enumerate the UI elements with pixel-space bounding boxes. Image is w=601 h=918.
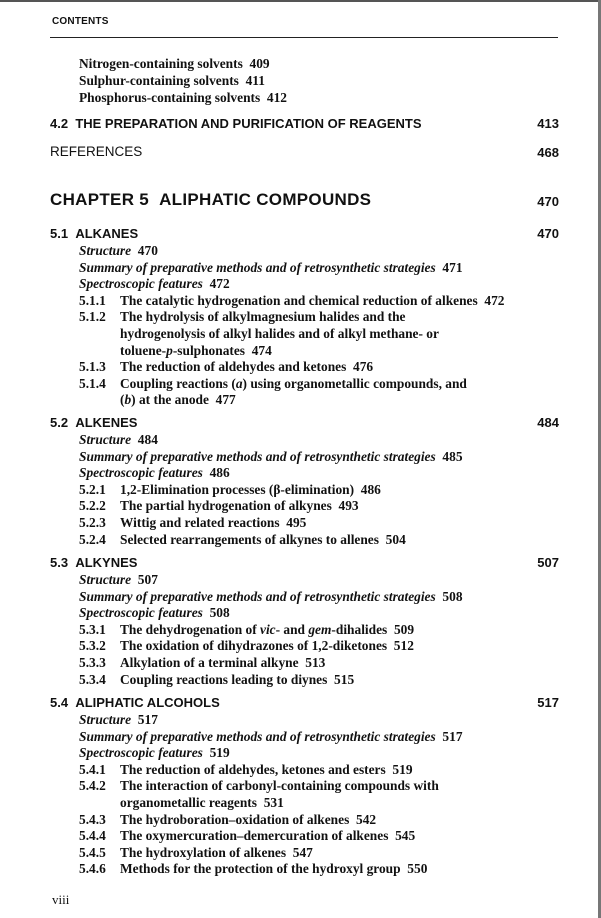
subsection-page: 513	[305, 655, 326, 670]
subsection-title-line[interactable]	[120, 845, 313, 861]
section-title: THE PREPARATION AND PURIFICATION OF REAGENTS	[75, 116, 422, 131]
subsection-text: The catalytic hydrogenation and chemical reduction of alkenes	[120, 292, 478, 308]
entry-label: Summary of preparative methods and of retrosynthetic strategies	[79, 259, 436, 275]
subsection-page: 493	[338, 498, 359, 514]
subsection-title-line[interactable]	[120, 482, 381, 498]
section-page: 413	[537, 116, 559, 131]
subsection-text: (b) at the anode	[120, 392, 209, 408]
subsection-title-line[interactable]	[120, 515, 306, 531]
section-page: 484	[537, 415, 559, 430]
entry-page: 411	[245, 73, 265, 88]
subsection-page: 477	[215, 392, 236, 408]
subsection-number: 5.3.4	[79, 671, 106, 687]
entry-label: Structure	[79, 572, 132, 587]
entry-page: 486	[209, 465, 230, 481]
header-rule	[50, 37, 558, 38]
section-title: ALKANES	[75, 226, 139, 241]
toc-entry-summary[interactable]	[79, 729, 463, 745]
subsection-title-line[interactable]	[120, 638, 414, 654]
toc-entry-spectroscopic[interactable]	[79, 605, 230, 621]
subsection-text: The oxidation of dihydrazones of 1,2-diketones	[120, 638, 388, 654]
subsection-page: 531	[263, 795, 284, 810]
entry-label: Summary of preparative methods and of retrosynthetic strategies	[79, 728, 436, 744]
subsection-number: 5.4.1	[79, 761, 106, 777]
subsection-text: The dehydrogenation of vic- and gem-dihalides	[120, 621, 388, 637]
toc-entry[interactable]	[79, 73, 265, 89]
subsection-title-line[interactable]	[120, 672, 354, 688]
subsection-text: Alkylation of a terminal alkyne	[120, 655, 299, 670]
subsection-number: 5.2.1	[79, 481, 106, 497]
entry-page: 470	[137, 243, 158, 258]
entry-page: 485	[442, 448, 463, 464]
subsection-number: 5.2.4	[79, 531, 106, 547]
section-number: 5.1	[50, 226, 69, 241]
entry-page: 484	[137, 432, 158, 447]
section-page: 507	[537, 555, 559, 570]
toc-section-5-2[interactable]	[50, 415, 137, 430]
subsection-title-line[interactable]	[120, 359, 373, 375]
entry-label: Structure	[79, 243, 132, 258]
subsection-text: The partial hydrogenation of alkynes	[120, 498, 332, 514]
toc-entry-spectroscopic[interactable]	[79, 465, 230, 481]
subsection-text: toluene-p-sulphonates	[120, 342, 246, 358]
subsection-number: 5.4.6	[79, 861, 106, 877]
subsection-number: 5.1.4	[79, 375, 106, 391]
entry-page: 507	[137, 572, 158, 587]
subsection-page: 512	[393, 638, 414, 654]
toc-section-5-1[interactable]	[50, 226, 138, 241]
subsection-title-line[interactable]	[120, 812, 376, 828]
subsection-text: hydrogenolysis of alkyl halides and of alkyl methane- or	[120, 326, 439, 341]
section-title: ALKENES	[75, 415, 138, 430]
subsection-page: 515	[334, 671, 355, 687]
subsection-text: organometallic reagents	[120, 795, 257, 810]
subsection-title-line[interactable]	[120, 392, 236, 408]
subsection-number: 5.1.3	[79, 359, 106, 375]
entry-label: Spectroscopic features	[79, 276, 203, 292]
subsection-page: 474	[251, 342, 272, 358]
subsection-title-line[interactable]	[120, 778, 439, 794]
subsection-page: 504	[385, 531, 406, 547]
entry-page: 519	[209, 745, 230, 761]
chapter-title: ALIPHATIC COMPOUNDS	[159, 190, 372, 209]
subsection-number: 5.3.1	[79, 621, 106, 637]
subsection-page: 550	[407, 861, 428, 877]
entry-page: 517	[442, 728, 463, 744]
section-number: 5.4	[50, 695, 69, 710]
subsection-page: 476	[353, 359, 374, 375]
toc-entry-structure[interactable]	[79, 712, 158, 728]
subsection-title-line[interactable]	[120, 861, 427, 877]
subsection-text: The hydrolysis of alkylmagnesium halides and the	[120, 309, 406, 325]
entry-page: 472	[209, 276, 230, 292]
subsection-text: The oxymercuration–demercuration of alkenes	[120, 828, 389, 844]
subsection-text: Coupling reactions leading to diynes	[120, 671, 328, 687]
entry-text: Sulphur-containing solvents	[79, 73, 239, 88]
subsection-number: 5.3.2	[79, 638, 106, 654]
subsection-title-line[interactable]	[120, 532, 406, 548]
subsection-page: 486	[360, 481, 381, 497]
subsection-title-line[interactable]	[120, 655, 325, 671]
subsection-page: 472	[484, 292, 505, 308]
subsection-number: 5.4.4	[79, 828, 106, 844]
page-number: viii	[52, 892, 70, 907]
subsection-text: Methods for the protection of the hydroxyl group	[120, 861, 401, 877]
toc-entry-structure[interactable]	[79, 243, 158, 259]
subsection-page: 495	[286, 515, 307, 530]
subsection-text: The interaction of carbonyl-containing compounds with	[120, 778, 439, 794]
entry-page: 471	[442, 259, 463, 275]
subsection-page: 519	[392, 761, 413, 777]
subsection-page: 542	[356, 811, 377, 827]
entry-page: 508	[442, 588, 463, 604]
page-top-edge	[0, 0, 601, 2]
section-page: 517	[537, 695, 559, 710]
entry-label: Summary of preparative methods and of retrosynthetic strategies	[79, 448, 436, 464]
entry-label: Spectroscopic features	[79, 745, 203, 761]
subsection-text: 1,2-Elimination processes (β-elimination)	[120, 481, 355, 497]
entry-text: Phosphorus-containing solvents	[79, 90, 261, 105]
section-number: 5.3	[50, 555, 69, 570]
entry-page: 412	[266, 90, 287, 105]
toc-entry[interactable]	[79, 90, 287, 106]
subsection-title-line[interactable]	[120, 326, 439, 342]
subsection-text: The reduction of aldehydes and ketones	[120, 359, 347, 375]
subsection-title-line[interactable]	[120, 309, 405, 325]
subsection-title-line[interactable]	[120, 795, 284, 811]
subsection-number: 5.4.3	[79, 811, 106, 827]
entry-label: Structure	[79, 432, 132, 447]
toc-section-4-2[interactable]	[50, 116, 422, 131]
subsection-text: Selected rearrangements of alkynes to allenes	[120, 531, 379, 547]
chapter-heading[interactable]	[50, 190, 371, 210]
entry-page: 517	[137, 712, 158, 727]
subsection-title-line[interactable]	[120, 622, 414, 638]
subsection-number: 5.1.2	[79, 309, 106, 325]
references-page: 468	[537, 145, 559, 160]
subsection-page: 509	[393, 621, 415, 637]
subsection-page: 545	[395, 828, 416, 844]
toc-entry-structure[interactable]	[79, 572, 158, 588]
toc-entry[interactable]	[79, 56, 270, 72]
subsection-title-line[interactable]	[120, 293, 505, 309]
subsection-number: 5.2.3	[79, 515, 106, 530]
subsection-title-line[interactable]	[120, 762, 413, 778]
subsection-title-line[interactable]	[120, 343, 272, 359]
subsection-text: Coupling reactions (a) using organometallic compounds, and	[120, 375, 467, 391]
running-header: CONTENTS	[52, 16, 109, 27]
entry-text: Nitrogen-containing solvents	[79, 56, 243, 71]
section-number: 5.2	[50, 415, 69, 430]
subsection-number: 5.4.2	[79, 778, 106, 794]
toc-entry-summary[interactable]	[79, 260, 463, 276]
chapter-page: 470	[537, 194, 559, 209]
section-title: ALIPHATIC ALCOHOLS	[75, 695, 220, 710]
subsection-title-line[interactable]	[120, 828, 415, 844]
entry-page: 409	[249, 56, 270, 71]
toc-entry-spectroscopic[interactable]	[79, 745, 230, 761]
toc-entry-summary[interactable]	[79, 589, 463, 605]
subsection-text: The reduction of aldehydes, ketones and esters	[120, 761, 386, 777]
subsection-text: The hydroxylation of alkenes	[120, 844, 287, 860]
entry-label: Structure	[79, 712, 132, 727]
subsection-number: 5.3.3	[79, 655, 106, 670]
subsection-text: Wittig and related reactions	[120, 515, 280, 530]
entry-page: 508	[209, 605, 230, 621]
section-title: ALKYNES	[75, 555, 138, 570]
subsection-number: 5.1.1	[79, 292, 106, 308]
entry-label: Spectroscopic features	[79, 605, 203, 621]
entry-label: Summary of preparative methods and of retrosynthetic strategies	[79, 588, 436, 604]
toc-entry-summary[interactable]	[79, 449, 463, 465]
toc-section-5-4[interactable]	[50, 695, 220, 710]
toc-entry-spectroscopic[interactable]	[79, 276, 230, 292]
toc-entry-structure[interactable]	[79, 432, 158, 448]
toc-references[interactable]: REFERENCES	[50, 144, 143, 159]
subsection-number: 5.2.2	[79, 498, 106, 514]
chapter-label: CHAPTER 5	[50, 190, 150, 209]
subsection-page: 547	[292, 844, 313, 860]
section-number: 4.2	[50, 116, 69, 131]
subsection-number: 5.4.5	[79, 844, 106, 860]
toc-section-5-3[interactable]	[50, 555, 137, 570]
entry-label: Spectroscopic features	[79, 465, 203, 481]
subsection-title-line[interactable]	[120, 498, 359, 514]
subsection-text: The hydroboration–oxidation of alkenes	[120, 811, 350, 827]
section-page: 470	[537, 226, 559, 241]
subsection-title-line[interactable]	[120, 376, 467, 392]
